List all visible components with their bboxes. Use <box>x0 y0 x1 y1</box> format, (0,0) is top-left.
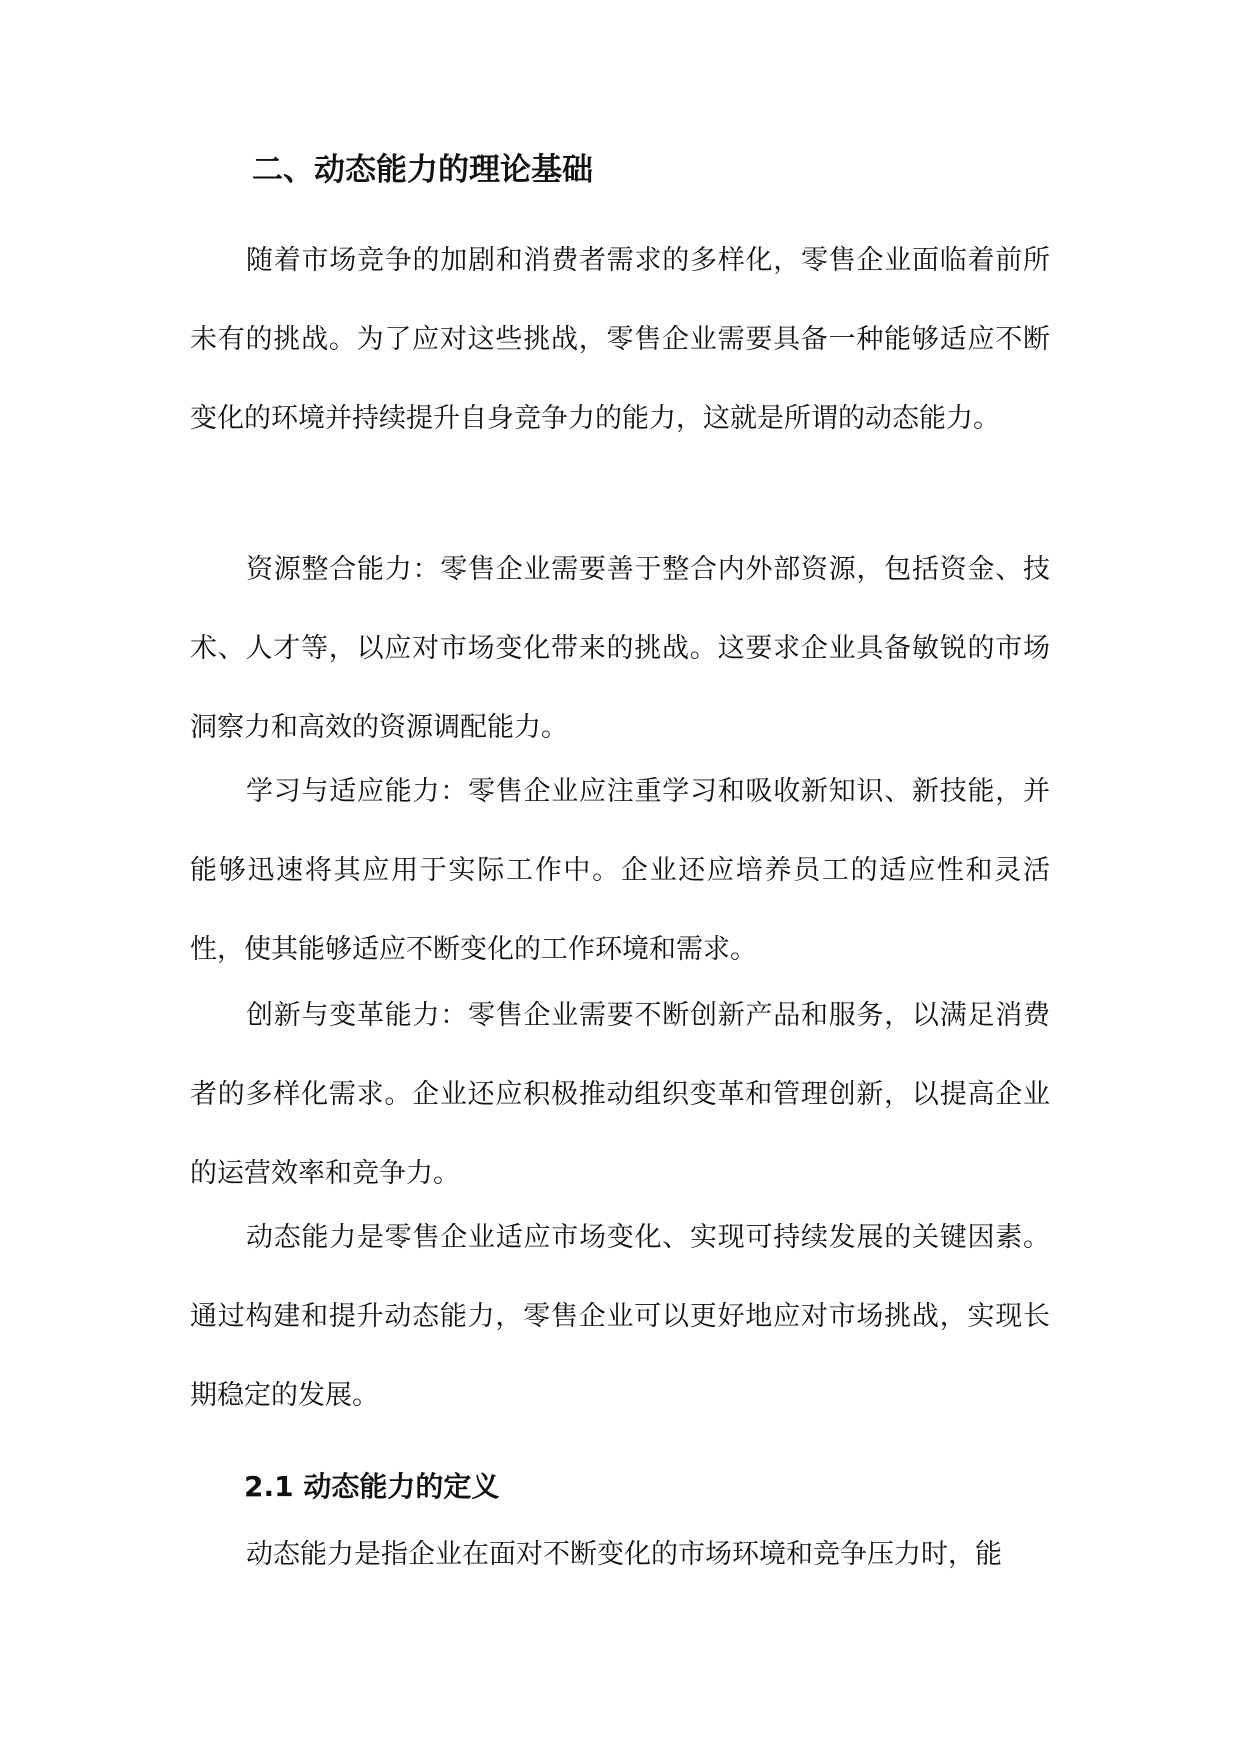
section-heading: 二、动态能力的理论基础 <box>252 152 593 188</box>
paragraph-resource-integration: 资源整合能力：零售企业需要善于整合内外部资源，包括资金、技术、人才等，以应对市场变化带来的挑战。这要求企业具备敏锐的市场洞察力和高效的资源调配能力。 <box>190 554 1050 743</box>
paragraph-intro: 随着市场竞争的加剧和消费者需求的多样化，零售企业面临着前所未有的挑战。为了应对这些挑战，零售企业需要具备一种能够适应不断变化的环境并持续提升自身竞争力的能力，这就是所谓的动态能力。 <box>190 245 1050 434</box>
paragraph-learning-adaptation: 学习与适应能力：零售企业应注重学习和吸收新知识、新技能，并能够迅速将其应用于实际工作中。企业还应培养员工的适应性和灵活性，使其能够适应不断变化的工作环境和需求。 <box>190 776 1050 965</box>
paragraph-innovation-change: 创新与变革能力：零售企业需要不断创新产品和服务，以满足消费者的多样化需求。企业还应积极推动组织变革和管理创新，以提高企业的运营效率和竞争力。 <box>190 1000 1050 1189</box>
paragraph-conclusion: 动态能力是零售企业适应市场变化、实现可持续发展的关键因素。通过构建和提升动态能力，零售企业可以更好地应对市场挑战，实现长期稳定的发展。 <box>190 1222 1050 1411</box>
paragraph-definition: 动态能力是指企业在面对不断变化的市场环境和竞争压力时，能 <box>246 1539 1002 1570</box>
subsection-heading: 2.1 动态能力的定义 <box>244 1470 500 1503</box>
